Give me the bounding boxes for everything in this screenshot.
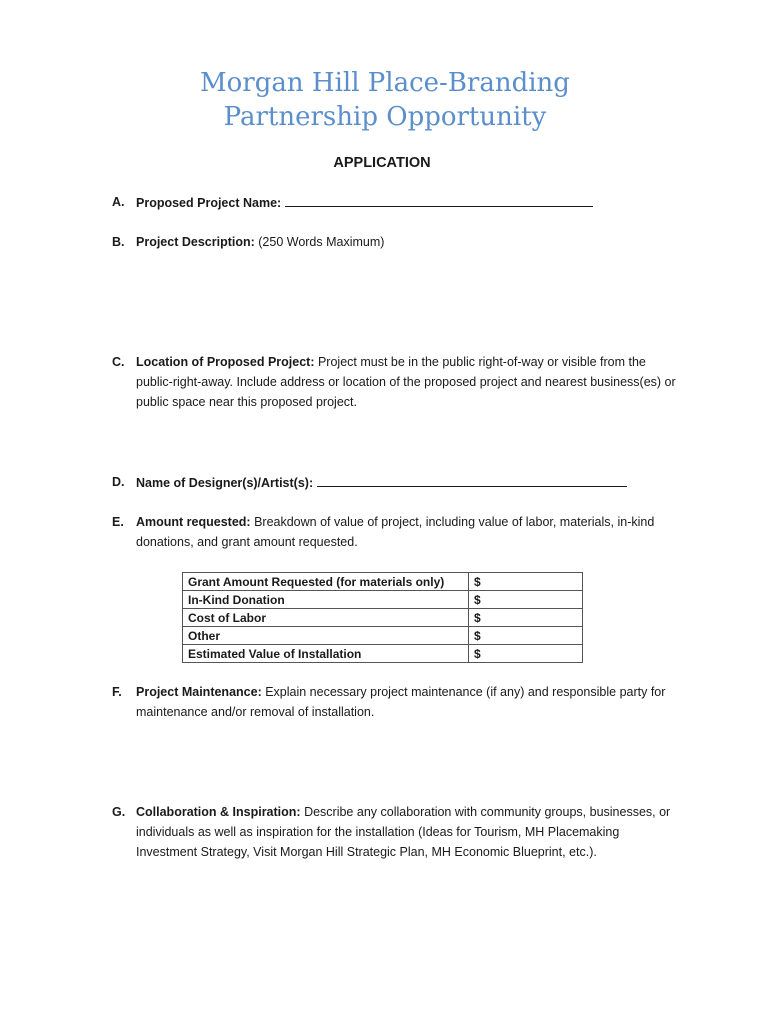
amount-requested-label: Amount requested: [136,515,251,529]
cost-of-labor-field[interactable]: $ [469,609,583,627]
project-maintenance-label: Project Maintenance: [136,685,262,699]
application-heading: APPLICATION [333,155,431,171]
section-g [112,802,676,862]
title-line-1: Morgan Hill Place-Branding [200,68,570,98]
project-description-note: (250 Words Maximum) [254,235,385,249]
table-cell-label: Cost of Labor [183,609,469,627]
location-label: Location of Proposed Project: [136,355,315,369]
section-d [112,472,676,493]
section-f [112,682,676,722]
section-b-letter: B. [112,235,125,249]
table-cell-label: Other [183,627,469,645]
section-b [112,232,676,252]
table-cell-label: In-Kind Donation [183,591,469,609]
amounts-table [182,572,583,663]
section-c-letter: C. [112,355,125,369]
table-row [183,627,583,645]
grant-amount-field[interactable]: $ [469,573,583,591]
location-instructions: Project must be in the public right-of-way or visible from the public-right-away. Include address or location of the proposed project and nearest business(es) or public space near this proposed project. [136,355,676,409]
table-row [183,609,583,627]
section-g-letter: G. [112,805,126,819]
section-e [112,512,676,552]
estimated-value-field[interactable]: $ [469,645,583,663]
table-cell-label: Estimated Value of Installation [183,645,469,663]
section-d-letter: D. [112,475,125,489]
section-a-letter: A. [112,195,125,209]
proposed-project-name-field[interactable] [285,192,593,207]
table-row [183,591,583,609]
table-row [183,573,583,591]
table-row [183,645,583,663]
section-a [112,192,676,213]
amount-requested-instructions: Breakdown of value of project, including value of labor, materials, in-kind donations, and grant amount requested. [136,515,655,549]
section-c [112,352,676,412]
designer-artist-field[interactable] [317,472,627,487]
project-description-label: Project Description: [136,235,255,249]
in-kind-donation-field[interactable]: $ [469,591,583,609]
collaboration-instructions: Describe any collaboration with community groups, businesses, or individuals as well as inspiration for the installation (Ideas for Tourism, MH Placemaking Investment Strategy, Visit Morgan Hill Strategic Plan, MH Economic Blueprint, etc.). [136,805,671,859]
other-amount-field[interactable]: $ [469,627,583,645]
collaboration-label: Collaboration & Inspiration: [136,805,301,819]
section-e-letter: E. [112,515,124,529]
section-f-letter: F. [112,685,122,699]
title-line-2: Partnership Opportunity [223,102,547,132]
project-maintenance-instructions: Explain necessary project maintenance (if any) and responsible party for maintenance and/or removal of installation. [136,685,666,719]
document-title [0,66,770,134]
designer-artist-label: Name of Designer(s)/Artist(s): [136,476,314,490]
table-cell-label: Grant Amount Requested (for materials only) [183,573,469,591]
proposed-project-name-label: Proposed Project Name: [136,196,282,210]
